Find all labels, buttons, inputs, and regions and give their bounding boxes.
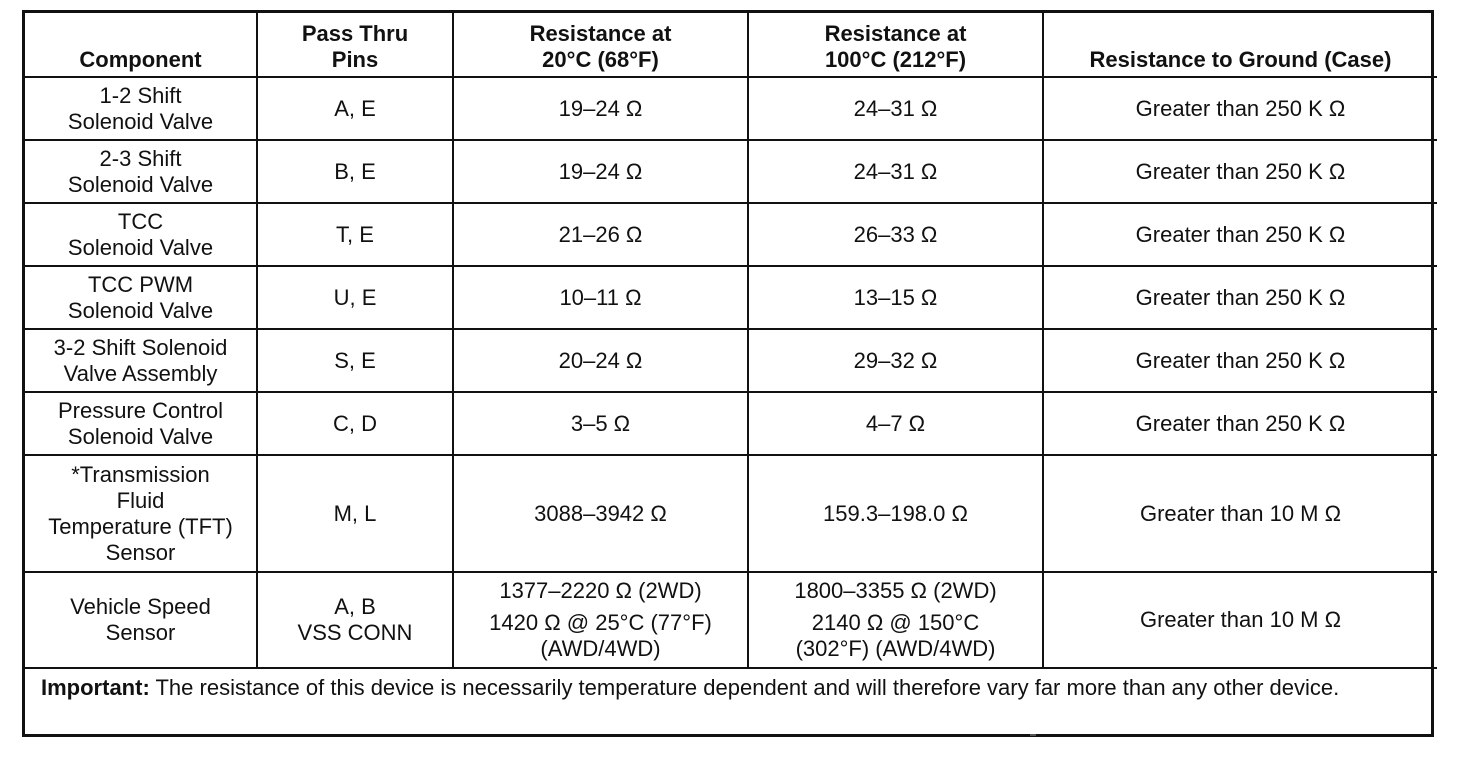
ground-resistance-cell: Greater than 250 K Ω xyxy=(1043,203,1437,266)
component-cell: TCC PWM Solenoid Valve xyxy=(25,266,257,329)
ground-resistance-cell: Greater than 250 K Ω xyxy=(1043,266,1437,329)
component-cell: 1-2 Shift Solenoid Valve xyxy=(25,77,257,140)
resistance-20c-cell: 19–24 Ω xyxy=(453,77,748,140)
ground-resistance-cell: Greater than 10 M Ω xyxy=(1043,572,1437,668)
resistance-table xyxy=(25,13,1437,733)
table-row xyxy=(25,140,1437,203)
table-row xyxy=(25,392,1437,455)
pins-cell: M, L xyxy=(257,455,453,572)
header-resistance-to-ground: Resistance to Ground (Case) xyxy=(1043,13,1437,77)
resistance-100c-cell: 24–31 Ω xyxy=(748,140,1043,203)
component-cell: Vehicle Speed Sensor xyxy=(25,572,257,668)
ground-resistance-cell: Greater than 250 K Ω xyxy=(1043,392,1437,455)
ground-resistance-cell: Greater than 250 K Ω xyxy=(1043,77,1437,140)
header-pass-thru-pins: Pass Thru Pins xyxy=(257,13,453,77)
resistance-20c-cell: 1377–2220 Ω (2WD) 1420 Ω @ 25°C (77°F) (AWD/4WD) xyxy=(453,572,748,668)
pins-cell: B, E xyxy=(257,140,453,203)
note-row xyxy=(25,668,1437,733)
component-cell: 2-3 Shift Solenoid Valve xyxy=(25,140,257,203)
pins-cell: U, E xyxy=(257,266,453,329)
resistance-100c-cell: 1800–3355 Ω (2WD) 2140 Ω @ 150°C (302°F) (AWD/4WD) xyxy=(748,572,1043,668)
note-text: The resistance of this device is necessarily temperature dependent and will therefore vary far more than any other device. xyxy=(155,675,1340,700)
header-resistance-100c: Resistance at 100°C (212°F) xyxy=(748,13,1043,77)
table-row xyxy=(25,329,1437,392)
table-row xyxy=(25,203,1437,266)
header-resistance-20c: Resistance at 20°C (68°F) xyxy=(453,13,748,77)
resistance-100c-cell: 26–33 Ω xyxy=(748,203,1043,266)
resistance-20c-cell: 3088–3942 Ω xyxy=(453,455,748,572)
resistance-20c-cell: 20–24 Ω xyxy=(453,329,748,392)
resistance-20c-cell: 19–24 Ω xyxy=(453,140,748,203)
table-header-row xyxy=(25,13,1437,77)
pins-cell: A, B VSS CONN xyxy=(257,572,453,668)
pins-cell: S, E xyxy=(257,329,453,392)
ground-resistance-cell: Greater than 10 M Ω xyxy=(1043,455,1437,572)
pins-cell: T, E xyxy=(257,203,453,266)
resistance-20c-cell: 10–11 Ω xyxy=(453,266,748,329)
resistance-20c-cell: 3–5 Ω xyxy=(453,392,748,455)
note-label: Important: xyxy=(41,675,150,700)
component-cell: 3-2 Shift Solenoid Valve Assembly xyxy=(25,329,257,392)
component-cell: *Transmission Fluid Temperature (TFT) Sensor xyxy=(25,455,257,572)
scan-artifact-mark xyxy=(1030,734,1036,736)
pins-cell: A, E xyxy=(257,77,453,140)
resistance-100c-cell: 159.3–198.0 Ω xyxy=(748,455,1043,572)
resistance-100c-cell: 29–32 Ω xyxy=(748,329,1043,392)
ground-resistance-cell: Greater than 250 K Ω xyxy=(1043,329,1437,392)
table-row xyxy=(25,77,1437,140)
header-component: Component xyxy=(25,13,257,77)
component-cell: TCC Solenoid Valve xyxy=(25,203,257,266)
important-note xyxy=(25,668,1437,733)
pins-cell: C, D xyxy=(257,392,453,455)
table-row xyxy=(25,455,1437,572)
resistance-20c-cell: 21–26 Ω xyxy=(453,203,748,266)
resistance-100c-cell: 4–7 Ω xyxy=(748,392,1043,455)
component-cell: Pressure Control Solenoid Valve xyxy=(25,392,257,455)
table-row xyxy=(25,572,1437,668)
table-row xyxy=(25,266,1437,329)
resistance-spec-sheet xyxy=(22,10,1434,737)
ground-resistance-cell: Greater than 250 K Ω xyxy=(1043,140,1437,203)
resistance-100c-cell: 13–15 Ω xyxy=(748,266,1043,329)
resistance-100c-cell: 24–31 Ω xyxy=(748,77,1043,140)
